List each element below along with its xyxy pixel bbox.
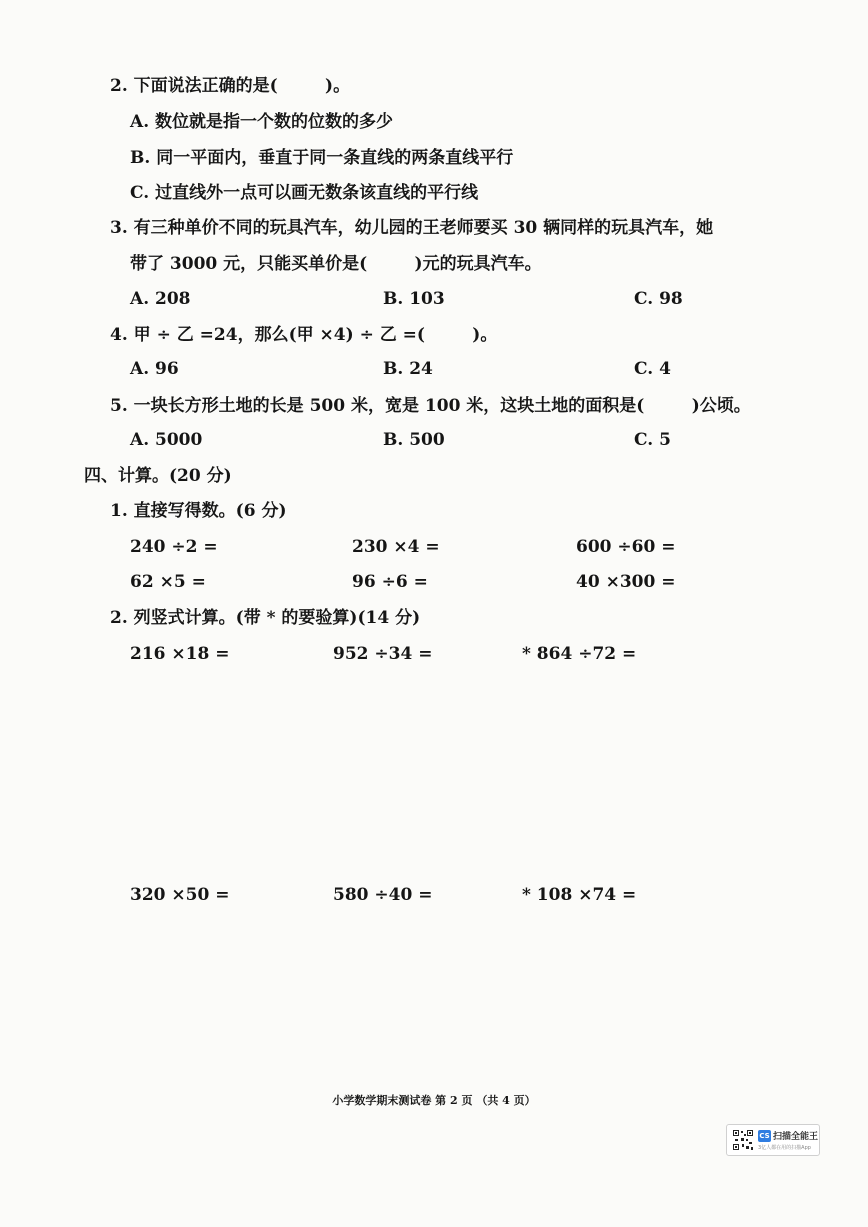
oral-calc-1: 240 ÷2 = <box>130 537 218 557</box>
q2-option-b: B. 同一平面内，垂直于同一条直线的两条直线平行 <box>130 148 514 168</box>
oral-calc-6: 40 ×300 = <box>576 572 676 592</box>
oral-calc-2: 230 ×4 = <box>352 537 440 557</box>
scanner-tagline: 3亿人都在用的扫描App <box>758 1145 811 1151</box>
q2-option-a: A. 数位就是指一个数的位数的多少 <box>130 112 394 132</box>
scanner-app-name: 扫描全能王 <box>773 1132 819 1142</box>
q4-option-b: B. 24 <box>383 359 433 379</box>
vertical-calc-3: * 864 ÷72 = <box>522 644 637 664</box>
section4-title: 四、计算。(20 分) <box>84 466 232 486</box>
q2-stem: 2. 下面说法正确的是( )。 <box>110 76 351 96</box>
q5-option-b: B. 500 <box>383 430 445 450</box>
q4-stem: 4. 甲 ÷ 乙 =24，那么(甲 ×4) ÷ 乙 =( )。 <box>110 325 498 345</box>
oral-calc-3: 600 ÷60 = <box>576 537 676 557</box>
q3-option-b: B. 103 <box>383 289 445 309</box>
q5-option-c: C. 5 <box>634 430 671 450</box>
q4-option-c: C. 4 <box>634 359 671 379</box>
q3-option-a: A. 208 <box>130 289 191 309</box>
scanner-badge <box>726 1124 820 1156</box>
page-footer: 小学数学期末测试卷 第 2 页 （共 4 页） <box>332 1094 536 1107</box>
q2-option-c: C. 过直线外一点可以画无数条该直线的平行线 <box>130 183 479 203</box>
q4-option-a: A. 96 <box>130 359 179 379</box>
q5-option-a: A. 5000 <box>130 430 203 450</box>
part2-title: 2. 列竖式计算。(带 * 的要验算)(14 分) <box>110 608 421 628</box>
vertical-calc-4: 320 ×50 = <box>130 885 230 905</box>
vertical-calc-5: 580 ÷40 = <box>333 885 433 905</box>
vertical-calc-2: 952 ÷34 = <box>333 644 433 664</box>
camscanner-logo: CS <box>759 1132 770 1140</box>
qr-code-icon <box>732 1129 754 1151</box>
q3-option-c: C. 98 <box>634 289 683 309</box>
vertical-calc-6: * 108 ×74 = <box>522 885 637 905</box>
vertical-calc-1: 216 ×18 = <box>130 644 230 664</box>
oral-calc-5: 96 ÷6 = <box>352 572 428 592</box>
oral-calc-4: 62 ×5 = <box>130 572 206 592</box>
q3-stem-line1: 3. 有三种单价不同的玩具汽车，幼儿园的王老师要买 30 辆同样的玩具汽车，她 <box>110 218 714 238</box>
part1-title: 1. 直接写得数。(6 分) <box>110 501 287 521</box>
q3-stem-line2: 带了 3000 元，只能买单价是( )元的玩具汽车。 <box>130 254 542 274</box>
q5-stem: 5. 一块长方形土地的长是 500 米，宽是 100 米，这块土地的面积是( )公顷。 <box>110 396 751 416</box>
